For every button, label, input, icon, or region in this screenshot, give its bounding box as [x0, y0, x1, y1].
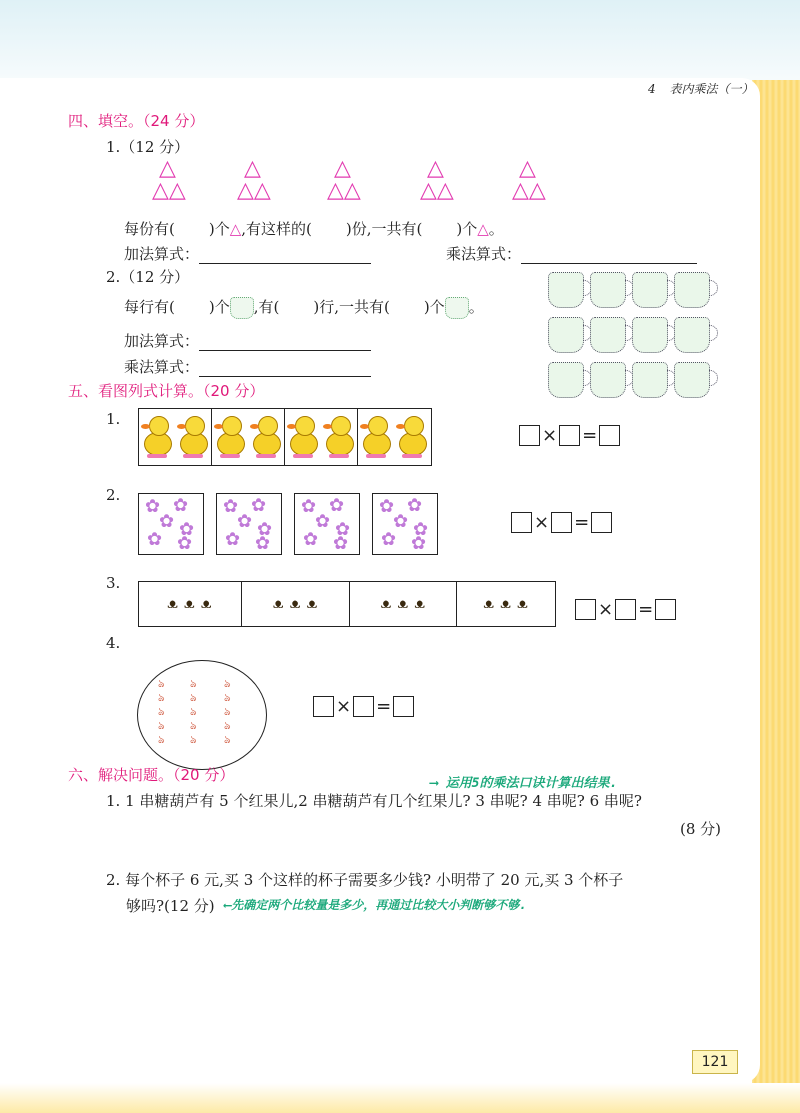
- triangle-icon: △: [477, 220, 489, 238]
- ducks-picture: [138, 408, 432, 466]
- arrow-icon: ⟶: [430, 776, 446, 791]
- triangle-icon: △: [229, 220, 242, 238]
- answer-box[interactable]: [519, 425, 540, 446]
- cup-icon: [548, 272, 584, 308]
- duck-group: [358, 409, 430, 465]
- flower-box: [294, 493, 360, 555]
- answer-box[interactable]: [559, 425, 580, 446]
- answer-box[interactable]: [393, 696, 414, 717]
- duck-icon: [214, 414, 246, 460]
- duck-icon: [323, 414, 355, 460]
- times-sign: ×: [542, 425, 558, 446]
- hint-1: [430, 772, 617, 791]
- text: )行,一共有(: [313, 298, 390, 316]
- multiplication-answer-line[interactable]: [199, 362, 371, 377]
- text: )份,一共有(: [345, 220, 423, 238]
- equation-4: [313, 696, 414, 717]
- triangle-group: △ △△: [512, 156, 546, 203]
- q2-multiplication-row: [124, 356, 371, 377]
- text: )个: [423, 298, 445, 316]
- q1-multiplication-row: [446, 243, 697, 264]
- cup-icon: [590, 362, 626, 398]
- page-number: 121: [692, 1050, 738, 1074]
- flower-box: [138, 493, 204, 555]
- arrow-icon: ⟵: [224, 898, 232, 912]
- cup-icon: [445, 297, 469, 319]
- bee-icon: ᴥ ᴥ ᴥ: [483, 596, 529, 612]
- answer-box[interactable]: [591, 512, 612, 533]
- bee-group: [242, 582, 351, 626]
- duck-icon: [177, 414, 209, 460]
- answer-box[interactable]: [511, 512, 532, 533]
- duck-icon: [250, 414, 282, 460]
- duck-icon: [360, 414, 392, 460]
- answer-box[interactable]: [599, 425, 620, 446]
- triangle-group: △ △△: [420, 156, 454, 203]
- addition-answer-line[interactable]: [199, 249, 371, 264]
- section6-title: 六、解决问题。（20 分）: [68, 766, 235, 784]
- text: 每行有(: [124, 298, 175, 316]
- answer-box[interactable]: [655, 599, 676, 620]
- times-sign: ×: [598, 599, 614, 620]
- cup-icon: [674, 272, 710, 308]
- cup-icon: [590, 272, 626, 308]
- answer-box[interactable]: [313, 696, 334, 717]
- bottom-edge-decoration: [0, 1083, 800, 1113]
- q6-1-score: (8 分): [680, 820, 722, 838]
- hint-1-text: 运用5的乘法口诀计算出结果.: [445, 776, 618, 791]
- answer-box[interactable]: [575, 599, 596, 620]
- hint-2: [224, 896, 526, 913]
- cup-grid-picture: [548, 272, 716, 407]
- duck-group: [212, 409, 285, 465]
- multiplication-label: 乘法算式：: [446, 245, 522, 263]
- cup-icon: [632, 362, 668, 398]
- text: ,有(: [253, 298, 280, 316]
- answer-box[interactable]: [353, 696, 374, 717]
- flowers-picture: [138, 493, 438, 555]
- multiplication-answer-line[interactable]: [521, 249, 697, 264]
- section4-title: 四、填空。（24 分）: [68, 112, 205, 130]
- equals-sign: =: [582, 425, 598, 446]
- triangle-group: △ △△: [237, 156, 271, 203]
- shrimp-column: ঌ ঌ ঌ ঌ ঌ: [190, 677, 197, 746]
- answer-box[interactable]: [615, 599, 636, 620]
- times-sign: ×: [534, 512, 550, 533]
- flower-box: [372, 493, 438, 555]
- text: )个: [456, 220, 478, 238]
- equals-sign: =: [376, 696, 392, 717]
- text: )个: [208, 298, 230, 316]
- equals-sign: =: [638, 599, 654, 620]
- q6-1-text: 1. 1 串糖葫芦有 5 个红果儿,2 串糖葫芦有几个红果儿? 3 串呢? 4 串呢? 6 串呢?: [106, 792, 642, 810]
- shrimp-column: ঌ ঌ ঌ ঌ ঌ: [224, 677, 231, 746]
- equation-1: [519, 425, 620, 446]
- running-header: [648, 80, 753, 97]
- header-unit-title: 表内乘法（一）: [669, 82, 754, 96]
- q6-2-text-line1: 2. 每个杯子 6 元,买 3 个这样的杯子需要多少钱? 小明带了 20 元,买 3 个杯子: [106, 871, 624, 889]
- section5-title: 五、看图列式计算。（20 分）: [68, 382, 265, 400]
- cup-icon: [632, 272, 668, 308]
- cup-icon: [632, 317, 668, 353]
- text: 每份有(: [124, 220, 175, 238]
- bee-group: [139, 582, 242, 626]
- bees-picture: [138, 581, 556, 627]
- addition-label: 加法算式：: [124, 245, 200, 263]
- item-4-label: 4.: [106, 634, 121, 652]
- text: 。: [488, 220, 504, 238]
- cup-icon: [230, 297, 254, 319]
- q1-label: 1.（12 分）: [106, 138, 190, 156]
- triangle-group: △ △△: [152, 156, 186, 203]
- flower-box: [216, 493, 282, 555]
- duck-group: [285, 409, 358, 465]
- cup-icon: [548, 362, 584, 398]
- cup-icon: [548, 317, 584, 353]
- header-page-number: 4: [648, 82, 656, 96]
- shrimp-oval-picture: [137, 660, 267, 770]
- text: )个: [208, 220, 230, 238]
- item-2-label: 2.: [106, 486, 121, 504]
- addition-label: 加法算式：: [124, 332, 200, 350]
- duck-icon: [396, 414, 428, 460]
- duck-group: [139, 409, 212, 465]
- hint-2-text: 先确定两个比较量是多少，再通过比较大小判断够不够.: [231, 898, 527, 912]
- triangle-groups: [142, 158, 562, 212]
- bee-icon: ᴥ ᴥ ᴥ: [167, 596, 213, 612]
- duck-icon: [141, 414, 173, 460]
- multiplication-label: 乘法算式：: [124, 358, 200, 376]
- bee-group: [350, 582, 457, 626]
- cup-icon: [590, 317, 626, 353]
- q2-fill-sentence: [124, 296, 484, 319]
- addition-answer-line[interactable]: [199, 336, 371, 351]
- bee-group: [457, 582, 555, 626]
- shrimp-column: ঌ ঌ ঌ ঌ ঌ: [158, 677, 165, 746]
- item-1-label: 1.: [106, 410, 121, 428]
- bee-icon: ᴥ ᴥ ᴥ: [273, 596, 319, 612]
- q2-addition-row: [124, 330, 371, 351]
- q1-fill-sentence: [124, 218, 504, 239]
- bee-icon: ᴥ ᴥ ᴥ: [380, 596, 426, 612]
- equation-2: [511, 512, 612, 533]
- cup-icon: [674, 362, 710, 398]
- text: ,有这样的(: [241, 220, 312, 238]
- q2-label: 2.（12 分）: [106, 268, 190, 286]
- times-sign: ×: [336, 696, 352, 717]
- cup-icon: [674, 317, 710, 353]
- item-3-label: 3.: [106, 574, 121, 592]
- equation-3: [575, 599, 676, 620]
- answer-box[interactable]: [551, 512, 572, 533]
- q1-addition-row: [124, 243, 371, 264]
- duck-icon: [287, 414, 319, 460]
- text: 。: [468, 298, 484, 316]
- q6-2-text-line2: 够吗?(12 分): [126, 897, 215, 915]
- equals-sign: =: [574, 512, 590, 533]
- triangle-group: △ △△: [327, 156, 361, 203]
